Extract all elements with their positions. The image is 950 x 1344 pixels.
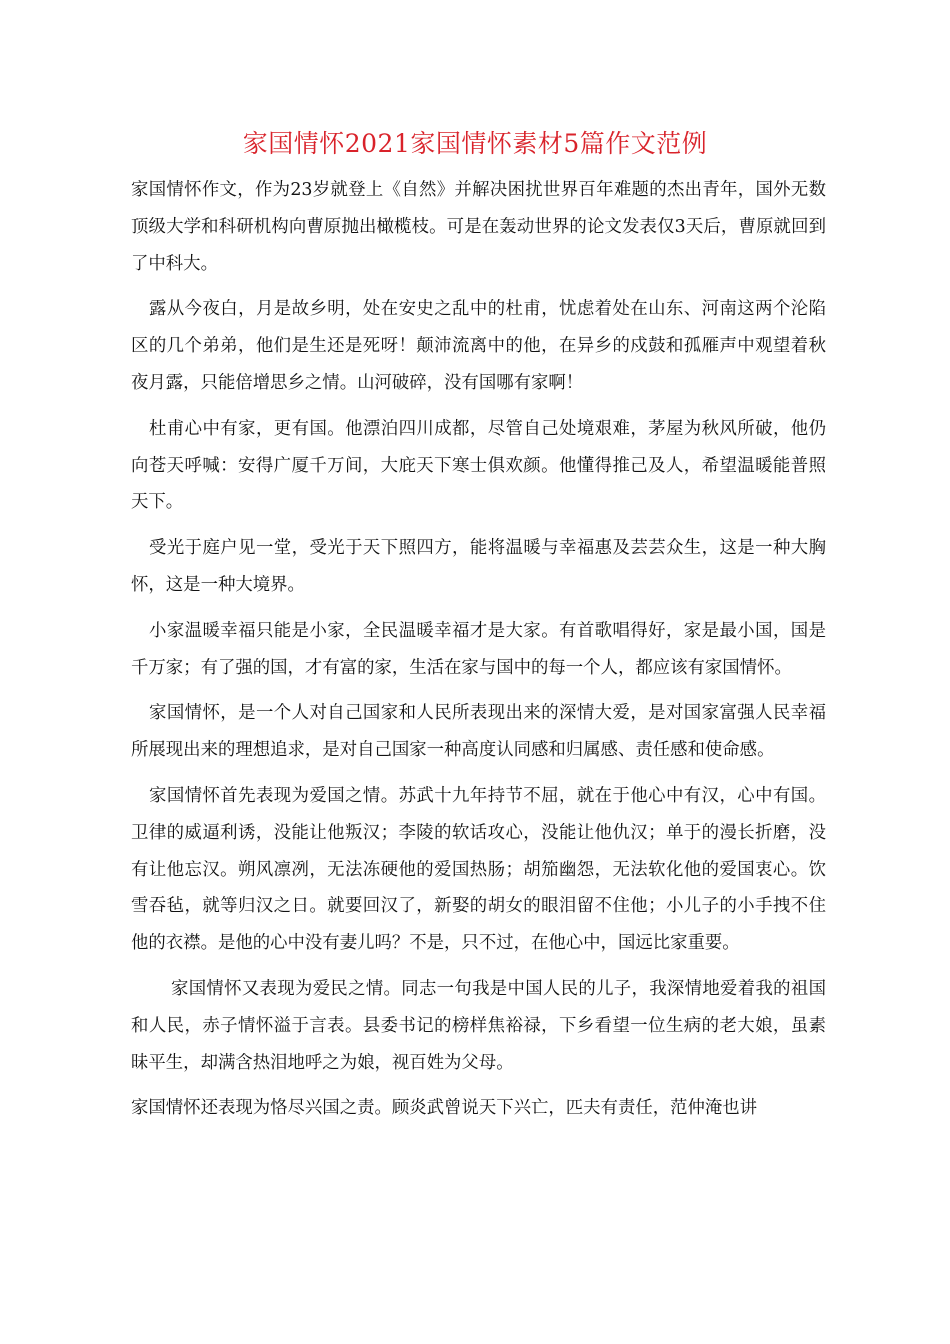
document-body: [131, 172, 826, 1127]
paragraph-9: 家国情怀还表现为恪尽兴国之责。顾炎武曾说天下兴亡，匹夫有责任，范仲淹也讲: [131, 1098, 758, 1119]
paragraph-1: 家国情怀作文，作为23岁就登上《自然》并解决困扰世界百年难题的杰出青年，国外无数顶级大学和科研机构向曹原抛出橄榄枝。可是在轰动世界的论文发表仅3天后，曹原就回到了中科大。: [131, 180, 826, 274]
paragraph-6: 家国情怀，是一个人对自己国家和人民所表现出来的深情大爱，是对国家富强人民幸福所展现出来的理想追求，是对自己国家一种高度认同感和归属感、责任感和使命感。: [131, 703, 826, 761]
paragraph-2: 露从今夜白，月是故乡明，处在安史之乱中的杜甫，忧虑着处在山东、河南这两个沦陷区的几个弟弟，他们是生还是死呀！颠沛流离中的他，在异乡的戍鼓和孤雁声中观望着秋夜月露，只能倍增思乡之情。山河破碎，没有国哪有家啊！: [131, 299, 826, 393]
document-title: 家国情怀2021家国情怀素材5篇作文范例: [242, 129, 708, 158]
paragraph-3: 杜甫心中有家，更有国。他漂泊四川成都，尽管自己处境艰难，茅屋为秋风所破，他仍向苍天呼喊：安得广厦千万间，大庇天下寒士俱欢颜。他懂得推己及人，希望温暖能普照天下。: [131, 418, 826, 513]
paragraph-8: 家国情怀又表现为爱民之情。同志一句我是中国人民的儿子，我深情地爱着我的祖国和人民，赤子情怀溢于言表。县委书记的榜样焦裕禄，下乡看望一位生病的老大娘，虽素昧平生，却满含热泪地呼之为娘，视百姓为父母。: [131, 978, 826, 1073]
paragraph-5: 小家温暖幸福只能是小家，全民温暖幸福才是大家。有首歌唱得好，家是最小国，国是千万家；有了强的国，才有富的家，生活在家与国中的每一个人，都应该有家国情怀。: [131, 620, 826, 678]
paragraph-7: 家国情怀首先表现为爱国之情。苏武十九年持节不屈，就在于他心中有汉，心中有国。卫律的威逼利诱，没能让他叛汉；李陵的软话攻心，没能让他仇汉；单于的漫长折磨，没有让他忘汉。朔风凛冽，无法冻硬他的爱国热肠；胡笳幽怨，无法软化他的爱国衷心。饮雪吞毡，就等归汉之日。就要回汉了，新娶的胡女的眼泪留不住他；小儿子的小手拽不住他的衣襟。是他的心中没有妻儿吗？不是，只不过，在他心中，国远比家重要。: [131, 785, 826, 954]
paragraph-4: 受光于庭户见一堂，受光于天下照四方，能将温暖与幸福惠及芸芸众生，这是一种大胸怀，这是一种大境界。: [131, 538, 826, 595]
